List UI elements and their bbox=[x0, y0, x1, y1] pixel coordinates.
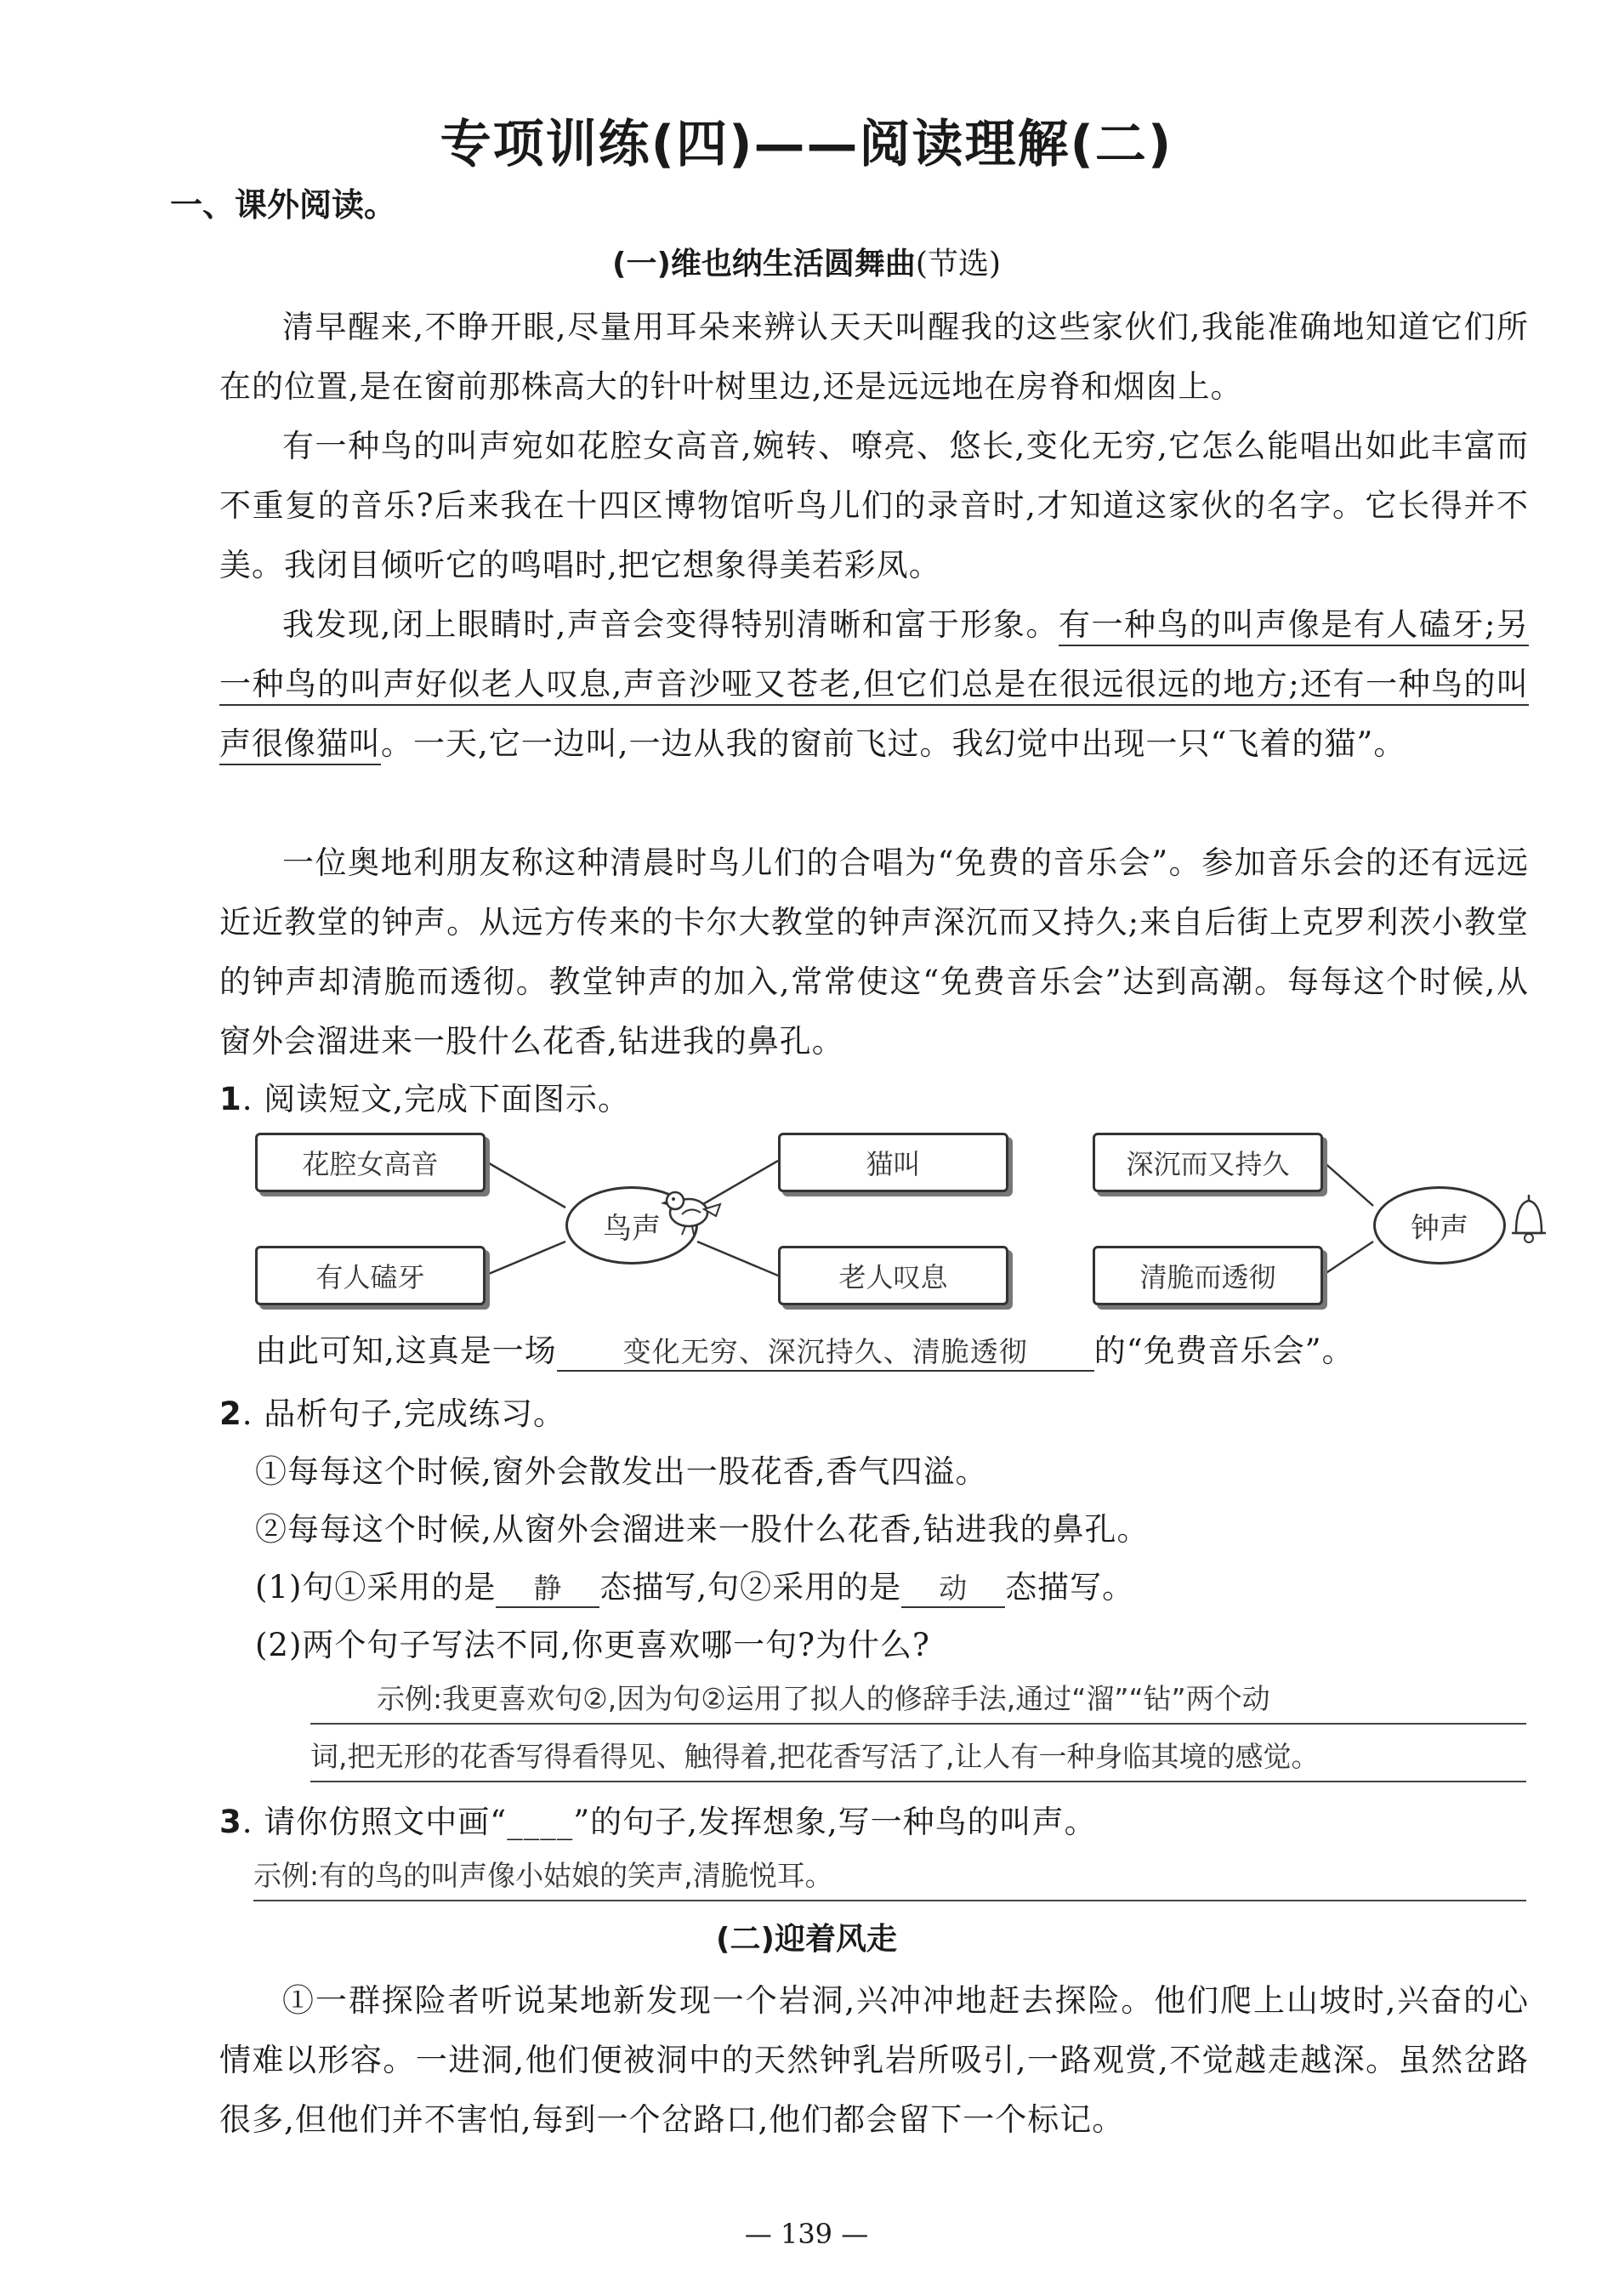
sub1-text-c: 态描写。 bbox=[1005, 1569, 1135, 1605]
question-2-answer-line-2: 词,把无形的花香写得看得见、触得着,把花香写活了,让人有一种身临其境的感觉。 bbox=[310, 1733, 1526, 1782]
page-title: 专项训练(四)——阅读理解(二) bbox=[440, 115, 1173, 174]
question-1-number: 1 bbox=[219, 1081, 242, 1117]
question-2-sub-2: (2)两个句子写法不同,你更喜欢哪一句?为什么? bbox=[255, 1627, 930, 1663]
question-2-sub-1 bbox=[255, 1561, 1134, 1608]
passage1-heading bbox=[0, 240, 1613, 283]
sub1-text-a: (1)句①采用的是 bbox=[255, 1569, 497, 1605]
p3-underlined-sentence: 有一种鸟的叫声像是有人磕牙;另一种鸟的叫声好似老人叹息,声音沙哑又苍老,但它们总是在很远很远的地方;还有一种鸟的叫声很像猫叫 bbox=[219, 606, 1529, 765]
bird-sound-center: 鸟声 bbox=[565, 1186, 698, 1265]
bird-sound-box-2: 猫叫 bbox=[778, 1133, 1008, 1192]
p3-text-b: 。一天,它一边叫,一边从我的窗前飞过。我幻觉中出现一只“飞着的猫”。 bbox=[381, 725, 1406, 762]
bell-sound-center: 钟声 bbox=[1373, 1186, 1506, 1265]
question-2-sentence-1: ①每每这个时候,窗外会散发出一股花香,香气四溢。 bbox=[255, 1453, 988, 1490]
sub1-answer-2: 动 bbox=[901, 1566, 1005, 1608]
question-2-text: . 品析句子,完成练习。 bbox=[241, 1395, 566, 1432]
conclusion-suffix: 的“免费音乐会”。 bbox=[1093, 1333, 1355, 1369]
passage1-paragraph-1: 清早醒来,不睁开眼,尽量用耳朵来辨认天天叫醒我的这些家伙们,我能准确地知道它们所在的位置,是在窗前那株高大的针叶树里边,还是远远地在房脊和烟囱上。 bbox=[219, 309, 1529, 405]
passage2-heading: (二)迎着风走 bbox=[716, 1922, 897, 1957]
sub1-text-b: 态描写,句②采用的是 bbox=[599, 1569, 902, 1605]
question-2-answer-line-1: 示例:我更喜欢句②,因为句②运用了拟人的修辞手法,通过“溜”“钻”两个动 bbox=[310, 1675, 1526, 1725]
passage1-note: (节选) bbox=[915, 247, 1001, 281]
bird-sound-box-4: 老人叹息 bbox=[778, 1246, 1008, 1305]
conclusion-answer: 变化无穷、深沉持久、清脆透彻 bbox=[557, 1330, 1094, 1372]
bird-sound-box-3: 有人磕牙 bbox=[255, 1246, 486, 1305]
question-2-sentence-2: ②每每这个时候,从窗外会溜进来一股什么花香,钻进我的鼻孔。 bbox=[255, 1511, 1150, 1548]
question-1-text: . 阅读短文,完成下面图示。 bbox=[241, 1081, 631, 1117]
question-3 bbox=[219, 1796, 1097, 1842]
bell-sound-box-1: 深沉而又持久 bbox=[1093, 1133, 1323, 1192]
p3-text-a: 我发现,闭上眼睛时,声音会变得特别清晰和富于形象。 bbox=[282, 606, 1059, 643]
conclusion-prefix: 由此可知,这真是一场 bbox=[255, 1333, 557, 1369]
bell-icon bbox=[1503, 1191, 1554, 1250]
question-1-conclusion bbox=[255, 1325, 1355, 1372]
section-heading: 一、课外阅读。 bbox=[170, 186, 397, 224]
passage1-paragraph-4: 一位奥地利朋友称这种清晨时鸟儿们的合唱为“免费的音乐会”。参加音乐会的还有远远近近教堂的钟声。从远方传来的卡尔大教堂的钟声深沉而又持久;来自后街上克罗利茨小教堂的钟声却清脆而透彻。教堂钟声的加入,常常使这“免费音乐会”达到高潮。每每这个时候,从窗外会溜进来一股什么花香,钻进我的鼻孔。 bbox=[219, 844, 1529, 1060]
question-3-text: . 请你仿照文中画“____”的句子,发挥想象,写一种鸟的叫声。 bbox=[241, 1804, 1097, 1840]
question-2 bbox=[219, 1388, 565, 1434]
passage2-paragraph-1: ①一群探险者听说某地新发现一个岩洞,兴冲冲地赶去探险。他们爬上山坡时,兴奋的心情难以形容。一进洞,他们便被洞中的天然钟乳岩所吸引,一路观赏,不觉越走越深。虽然岔路很多,但他们并不害怕,每到一个岔路口,他们都会留下一个标记。 bbox=[219, 1982, 1529, 2138]
question-2-number: 2 bbox=[219, 1395, 242, 1432]
bell-sound-box-2: 清脆而透彻 bbox=[1093, 1246, 1323, 1305]
page-number: — 139 — bbox=[744, 2218, 869, 2250]
bird-sound-box-1: 花腔女高音 bbox=[255, 1133, 486, 1192]
question-3-answer: 示例:有的鸟的叫声像小姑娘的笑声,清脆悦耳。 bbox=[253, 1852, 1526, 1901]
question-1 bbox=[219, 1073, 630, 1119]
question-3-number: 3 bbox=[219, 1804, 242, 1840]
bird-icon bbox=[656, 1180, 724, 1240]
sub1-answer-1: 静 bbox=[496, 1566, 599, 1608]
passage1-title: (一)维也纳生活圆舞曲 bbox=[611, 247, 916, 281]
passage1-paragraph-2: 有一种鸟的叫声宛如花腔女高音,婉转、嘹亮、悠长,变化无穷,它怎么能唱出如此丰富而不重复的音乐?后来我在十四区博物馆听鸟儿们的录音时,才知道这家伙的名字。它长得并不美。我闭目倾听它的鸣唱时,把它想象得美若彩凤。 bbox=[219, 428, 1529, 583]
passage1-paragraph-3 bbox=[219, 595, 1529, 774]
sound-diagram bbox=[0, 1122, 1613, 1318]
